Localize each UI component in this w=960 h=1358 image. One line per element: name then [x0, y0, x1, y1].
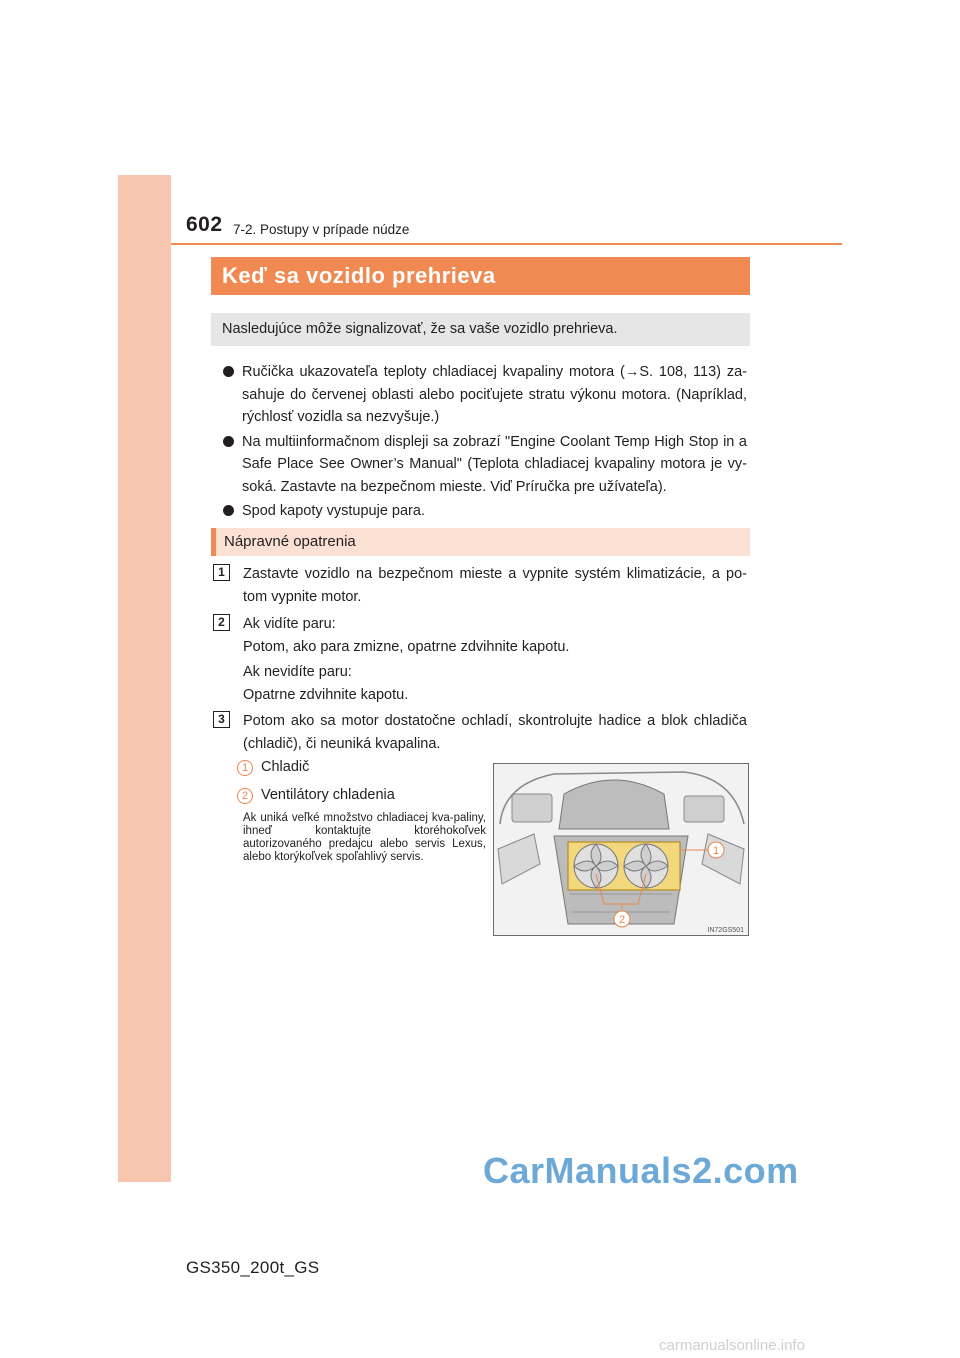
step-text: Zastavte vozidlo na bezpečnom mieste a vypnite systém klimatizácie, a po-tom vypnite motor.: [243, 566, 747, 605]
step-text: Ak vidíte paru:: [243, 616, 336, 632]
bottom-watermark: carmanualsonline.info: [659, 1337, 805, 1354]
legend-label: Chladič: [261, 759, 310, 775]
coolant-leak-note: Ak uniká veľké množstvo chladiacej kva-paliny, ihneď kontaktujte ktoréhokoľvek autorizovaného predajcu alebo servis Lexus, alebo ktorýkoľvek spoľahlivý servis.: [243, 812, 486, 863]
step-text: Opatrne zdvihnite kapotu.: [243, 687, 409, 703]
intro-note: Nasledujúce môže signalizovať, že sa vaše vozidlo prehrieva.: [211, 313, 750, 346]
step-number-badge: 2: [213, 614, 230, 631]
bullet-icon: [223, 436, 234, 447]
watermark-logo: CarManuals2.com: [483, 1150, 799, 1191]
figure-code: IN72GS501: [707, 927, 744, 934]
step-number-badge: 1: [213, 564, 230, 581]
engine-bay-illustration: [493, 763, 749, 936]
callout-2-label: 2: [618, 914, 626, 926]
bullet-icon: [223, 366, 234, 377]
engine-bay-drawing: [494, 764, 748, 935]
step-text: Potom ako sa motor dostatočne ochladí, skontrolujte hadice a blok chladiča (chladič), či neuniká kvapalina.: [243, 713, 747, 752]
footer-model-code: GS350_200t_GS: [186, 1258, 320, 1277]
callout-1-label: 1: [712, 845, 720, 857]
step-number-badge: 3: [213, 711, 230, 728]
list-item: [222, 500, 747, 523]
bullet-icon: [223, 505, 234, 516]
list-item: [222, 361, 747, 429]
step-text: Ak nevidíte paru:: [243, 664, 352, 680]
section-heading: 7-2. Postupy v prípade núdze: [233, 222, 410, 237]
header-divider: [171, 243, 842, 245]
step-text: Potom, ako para zmizne, opatrne zdvihnite kapotu.: [243, 639, 570, 655]
bullet-text: Ručička ukazovateľa teploty chladiacej kvapaliny motora (→S. 108, 113) za-sahuje do červenej oblasti alebo pociťujete stratu výkonu motora. (Napríklad, rýchlosť vozidla sa nezvyšuje.): [242, 364, 747, 425]
callout-number-icon: 1: [237, 760, 253, 776]
callout-number-icon: 2: [237, 788, 253, 804]
bullet-text: Na multiinformačnom displeji sa zobrazí "Engine Coolant Temp High Stop in a Safe Place See Owner’s Manual" (Teplota chladiacej kvapaliny motora je vy-soká. Zastavte na bezpečnom mieste. Viď Príručka pre užívateľa).: [242, 433, 747, 495]
page-title: Keď sa vozidlo prehrieva: [211, 257, 750, 295]
section-title: Nápravné opatrenia: [211, 528, 750, 556]
bullet-text: Spod kapoty vystupuje para.: [242, 503, 425, 519]
page-number: 602: [186, 213, 223, 236]
cooling-fan-right: [624, 844, 668, 888]
list-item: [222, 431, 747, 499]
chapter-sidebar-tab: [118, 175, 171, 1182]
symptom-list: [222, 361, 747, 525]
legend-label: Ventilátory chladenia: [261, 787, 395, 803]
cooling-fan-left: [574, 844, 618, 888]
